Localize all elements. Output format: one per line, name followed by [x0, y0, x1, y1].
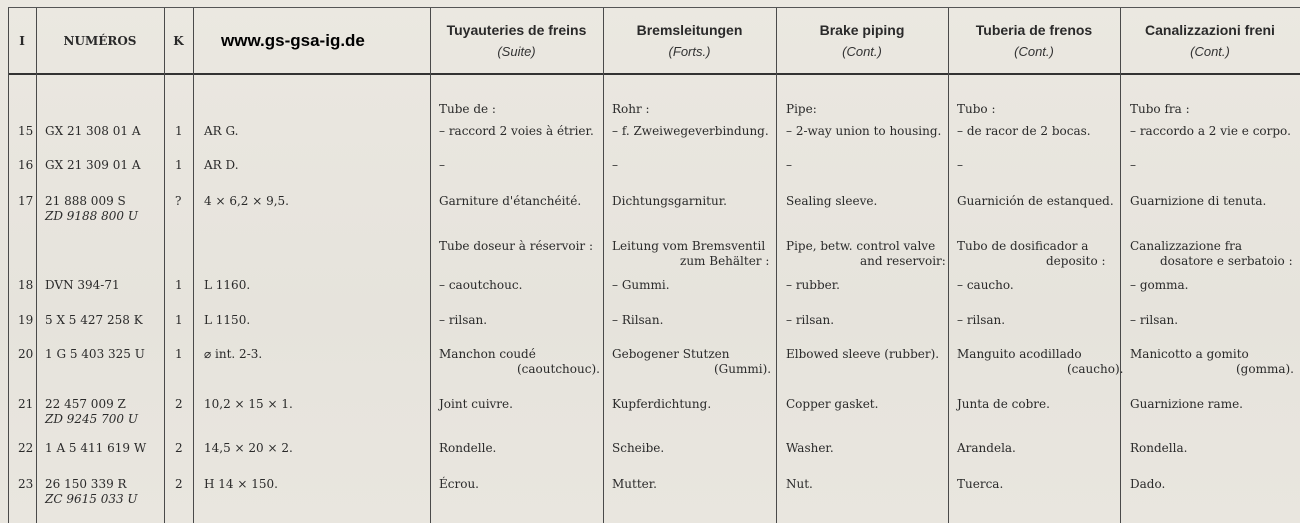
desc-es: Guarnición de estanqued.	[957, 194, 1114, 208]
quantity: 1	[175, 124, 183, 138]
quantity: 1	[175, 278, 183, 292]
desc-it: Manicotto a gomito	[1130, 347, 1249, 361]
quantity: 2	[175, 441, 183, 455]
part-number: GX 21 309 01 A	[45, 158, 141, 172]
part-number: GX 21 308 01 A	[45, 124, 141, 138]
quantity: 1	[175, 313, 183, 327]
quantity: 2	[175, 397, 183, 411]
dimension: H 14 × 150.	[204, 477, 278, 491]
dimension: 4 × 6,2 × 9,5.	[204, 194, 289, 208]
desc-de: Dichtungsgarnitur.	[612, 194, 727, 208]
desc-it: Dado.	[1130, 477, 1166, 491]
row-number: 15	[18, 124, 34, 138]
desc-es: – rilsan.	[957, 313, 1006, 327]
desc-es: Arandela.	[957, 441, 1016, 455]
group-tube-it: Tubo fra :	[1130, 102, 1190, 116]
group-doseur-es1: Tubo de dosificador a	[957, 239, 1089, 253]
group-doseur-it2: dosatore e serbatoio :	[1160, 254, 1293, 268]
desc-de: – f. Zweiwegeverbindung.	[612, 124, 769, 138]
dimension: ⌀ int. 2-3.	[204, 347, 263, 361]
desc-es: –	[957, 158, 963, 172]
header-col-it	[1120, 8, 1300, 72]
group-doseur-it1: Canalizzazione fra	[1130, 239, 1243, 253]
part-number: 5 X 5 427 258 K	[45, 313, 143, 327]
quantity: 1	[175, 158, 183, 172]
row-number: 17	[18, 194, 34, 208]
part-number: 1 A 5 411 619 W	[45, 441, 147, 455]
desc-it: Rondella.	[1130, 441, 1188, 455]
dimension: AR G.	[204, 124, 239, 138]
dimension: AR D.	[204, 158, 239, 172]
desc-de: Gebogener Stutzen	[612, 347, 730, 361]
part-number: 1 G 5 403 325 U	[45, 347, 145, 361]
header-col-es	[948, 8, 1120, 72]
desc-fr: – raccord 2 voies à étrier.	[439, 124, 594, 138]
desc-de: –	[612, 158, 618, 172]
desc-fr: Manchon coudé	[439, 347, 536, 361]
desc-fr-cont: (caoutchouc).	[517, 362, 600, 376]
row-number: 22	[18, 441, 34, 455]
row-number: 18	[18, 278, 34, 292]
dimension: L 1160.	[204, 278, 251, 292]
desc-de: – Rilsan.	[612, 313, 664, 327]
desc-fr: Rondelle.	[439, 441, 497, 455]
header-sub-fr: (Suite)	[497, 44, 536, 59]
desc-de: Mutter.	[612, 477, 657, 491]
column-divider	[1120, 8, 1121, 523]
header-sub-es: (Cont.)	[1014, 44, 1054, 59]
column-divider	[8, 8, 9, 523]
group-tube-en: Pipe:	[786, 102, 817, 116]
header-title-en: Brake piping	[819, 22, 905, 38]
part-number: 21 888 009 S	[45, 194, 126, 208]
header-title-it: Canalizzazioni freni	[1145, 22, 1275, 38]
row-number: 16	[18, 158, 34, 172]
header-title-fr: Tuyauteries de freins	[446, 22, 587, 38]
desc-es: Junta de cobre.	[957, 397, 1050, 411]
header-col-fr	[430, 8, 603, 72]
desc-es: Manguito acodillado	[957, 347, 1082, 361]
desc-es: – caucho.	[957, 278, 1014, 292]
quantity: 2	[175, 477, 183, 491]
desc-fr: – caoutchouc.	[439, 278, 523, 292]
header-title-es: Tuberia de frenos	[975, 22, 1093, 38]
header-col-numeros	[36, 8, 164, 72]
desc-en: Sealing sleeve.	[786, 194, 878, 208]
part-number-alt: ZD 9245 700 U	[45, 412, 138, 426]
row-number: 19	[18, 313, 34, 327]
row-number: 23	[18, 477, 34, 491]
desc-fr: –	[439, 158, 445, 172]
dimension: 10,2 × 15 × 1.	[204, 397, 293, 411]
desc-de: – Gummi.	[612, 278, 670, 292]
quantity: 1	[175, 347, 183, 361]
website-watermark: www.gs-gsa-ig.de	[221, 31, 365, 50]
group-doseur-de2: zum Behälter :	[680, 254, 770, 268]
desc-en: Elbowed sleeve (rubber).	[786, 347, 940, 361]
desc-en: Washer.	[786, 441, 834, 455]
quantity: ?	[175, 194, 182, 208]
desc-en: – 2-way union to housing.	[786, 124, 942, 138]
header-sub-de: (Forts.)	[668, 44, 711, 59]
group-doseur-fr: Tube doseur à réservoir :	[439, 239, 594, 253]
group-doseur-es2: deposito :	[1046, 254, 1106, 268]
header-col-numeros-label: NUMÉROS	[63, 34, 137, 48]
desc-de: Scheibe.	[612, 441, 665, 455]
desc-fr: Garniture d'étanchéité.	[439, 194, 582, 208]
desc-it-cont: (gomma).	[1236, 362, 1294, 376]
header-title-de: Bremsleitungen	[636, 22, 743, 38]
desc-fr: Joint cuivre.	[439, 397, 513, 411]
desc-de-cont: (Gummi).	[714, 362, 772, 376]
desc-it: – gomma.	[1130, 278, 1189, 292]
group-tube-de: Rohr :	[612, 102, 650, 116]
column-divider	[948, 8, 949, 523]
column-divider	[193, 8, 194, 523]
group-tube-fr: Tube de :	[439, 102, 496, 116]
column-divider	[430, 8, 431, 523]
header-col-i	[8, 8, 36, 72]
part-number-alt: ZC 9615 033 U	[45, 492, 138, 506]
dimension: 14,5 × 20 × 2.	[204, 441, 293, 455]
column-divider	[36, 8, 37, 523]
header-col-i-label: I	[19, 34, 25, 48]
desc-es: – de racor de 2 bocas.	[957, 124, 1091, 138]
desc-en: – rilsan.	[786, 313, 835, 327]
group-tube-es: Tubo :	[957, 102, 996, 116]
desc-en: –	[786, 158, 792, 172]
part-number: 22 457 009 Z	[45, 397, 126, 411]
part-number: 26 150 339 R	[45, 477, 127, 491]
part-number-alt: ZD 9188 800 U	[45, 209, 138, 223]
desc-es-cont: (caucho).	[1067, 362, 1124, 376]
group-doseur-en1: Pipe, betw. control valve	[786, 239, 936, 253]
group-doseur-en2: and reservoir:	[860, 254, 946, 268]
column-divider	[776, 8, 777, 523]
header-rule	[8, 73, 1300, 75]
desc-en: – rubber.	[786, 278, 840, 292]
desc-fr: – rilsan.	[439, 313, 488, 327]
dimension: L 1150.	[204, 313, 251, 327]
header-sub-en: (Cont.)	[842, 44, 882, 59]
header-col-k	[164, 8, 193, 72]
desc-it: Guarnizione di tenuta.	[1130, 194, 1267, 208]
header-col-de	[603, 8, 776, 72]
header-col-en	[776, 8, 948, 72]
desc-it: – rilsan.	[1130, 313, 1179, 327]
row-number: 20	[18, 347, 34, 361]
desc-fr: Écrou.	[439, 477, 479, 491]
desc-de: Kupferdichtung.	[612, 397, 712, 411]
group-doseur-de1: Leitung vom Bremsventil	[612, 239, 766, 253]
desc-it: –	[1130, 158, 1136, 172]
desc-it: – raccordo a 2 vie e corpo.	[1130, 124, 1291, 138]
desc-en: Copper gasket.	[786, 397, 879, 411]
desc-es: Tuerca.	[957, 477, 1004, 491]
desc-it: Guarnizione rame.	[1130, 397, 1243, 411]
desc-en: Nut.	[786, 477, 813, 491]
row-number: 21	[18, 397, 34, 411]
header-col-k-label: K	[173, 34, 184, 48]
header-sub-it: (Cont.)	[1190, 44, 1230, 59]
part-number: DVN 394-71	[45, 278, 120, 292]
column-divider	[603, 8, 604, 523]
column-divider	[164, 8, 165, 523]
